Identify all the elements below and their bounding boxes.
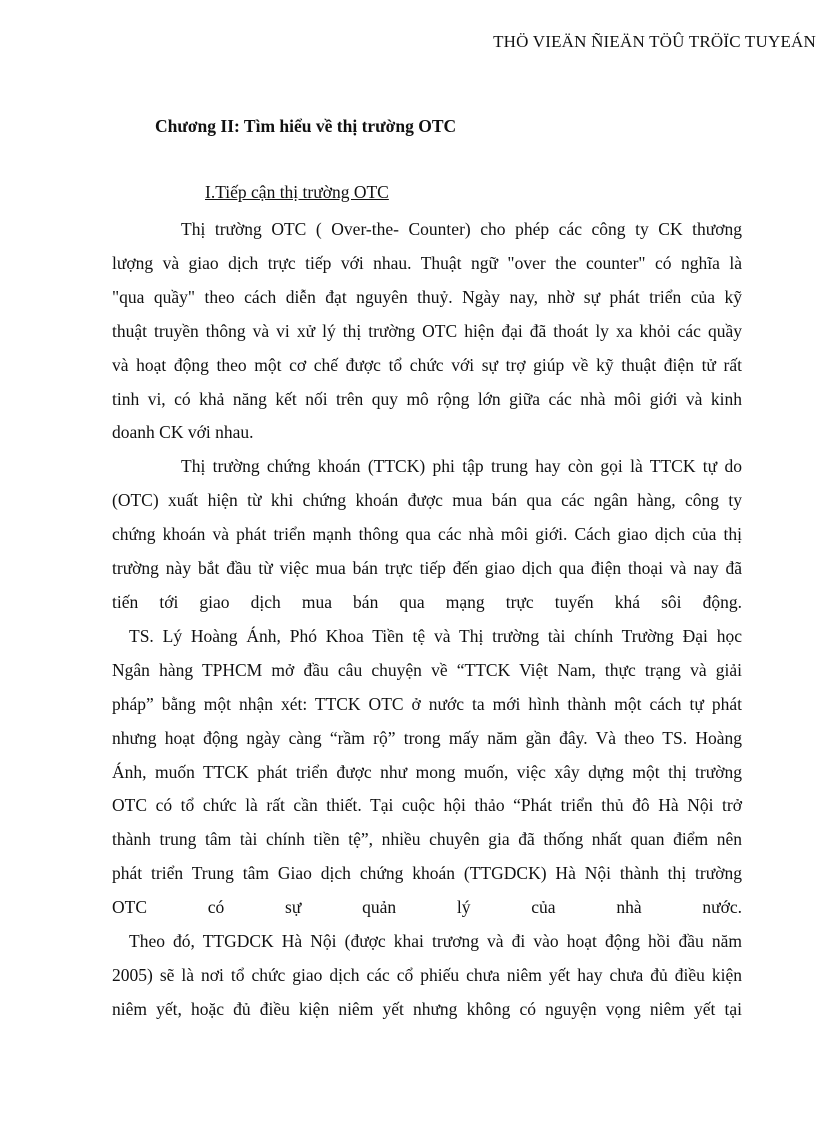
body-text (112, 213, 742, 1027)
text-line: pháp” bằng một nhận xét: TTCK OTC ở nước ta mới hình thành một cách tự phát (112, 693, 742, 714)
paragraph-ttgdck-ha-noi (112, 925, 742, 1027)
text-line: Ánh, muốn TTCK phát triển được như mong muốn, việc xây dựng một thị trường (112, 761, 742, 782)
text-line: OTC có tổ chức là rất cần thiết. Tại cuộc hội thảo “Phát triển thủ đô Hà Nội trở (112, 795, 742, 816)
paragraph-ttck-otc (112, 450, 742, 620)
text-line: nhưng hoạt động ngày càng “rầm rộ” trong mấy năm gần đây. Và theo TS. Hoàng (112, 727, 742, 748)
text-line: Ngân hàng TPHCM mở đầu câu chuyện về “TTCK Việt Nam, thực trạng và giải (112, 659, 742, 680)
text-line: 2005) sẽ là nơi tổ chức giao dịch các cổ phiếu chưa niêm yết hay chưa đủ điều kiện (112, 964, 742, 985)
text-line: lượng và giao dịch trực tiếp với nhau. Thuật ngữ "over the counter" có nghĩa là (112, 252, 742, 273)
text-line: chứng khoán và phát triển mạnh thông qua các nhà môi giới. Cách giao dịch của thị (112, 524, 742, 545)
text-line: Thị trường OTC ( Over-the- Counter) cho phép các công ty CK thương (181, 219, 742, 239)
text-line: Thị trường chứng khoán (TTCK) phi tập trung hay còn gọi là TTCK tự do (181, 456, 742, 477)
text-line: tiến tới giao dịch mua bán qua mạng trực tuyến khá sôi động. (112, 591, 742, 612)
text-line: niêm yết, hoặc đủ điều kiện niêm yết nhưng không có nguyện vọng niêm yết tại (112, 998, 742, 1019)
text-line: trường này bắt đầu từ việc mua bán trực tiếp đến giao dịch qua điện thoại và nay đã (112, 558, 742, 579)
text-line: "qua quầy" theo cách diễn đạt nguyên thuỷ. Ngày nay, nhờ sự phát triển của kỹ (112, 286, 742, 307)
paragraph-ts-ly-hoang-anh (112, 620, 742, 925)
text-line: tinh vi, có khả năng kết nối trên quy mô rộng lớn giữa các nhà môi giới và kinh (112, 388, 742, 409)
text-line: thuật truyền thông và vi xử lý thị trường OTC hiện đại đã thoát ly xa khỏi các quầy (112, 320, 742, 341)
text-line: TS. Lý Hoàng Ánh, Phó Khoa Tiền tệ và Thị trường tài chính Trường Đại học (129, 625, 742, 646)
text-line: phát triển Trung tâm Giao dịch chứng khoán (TTGDCK) Hà Nội thành thị trường (112, 863, 742, 884)
text-line: doanh CK với nhau. (112, 422, 254, 443)
chapter-title: Chương II: Tìm hiểu về thị trường OTC (155, 116, 457, 136)
paragraph-otc-definition (112, 213, 742, 450)
page-header: THÖ VIEÄN ÑIEÄN TÖÛ TRÖÏC TUYEÁN (493, 32, 816, 51)
text-line: OTC có sự quản lý của nhà nước. (112, 897, 742, 918)
section-heading: I.Tiếp cận thị trường OTC (205, 182, 389, 202)
text-line: (OTC) xuất hiện từ khi chứng khoán được mua bán qua các ngân hàng, công ty (112, 490, 742, 511)
text-line: thành trung tâm tài chính tiền tệ”, nhiều chuyên gia đã thống nhất quan điểm nên (112, 829, 742, 850)
text-line: và hoạt động theo một cơ chế được tổ chức với sự trợ giúp về kỹ thuật điện tử rất (112, 354, 742, 375)
text-line: Theo đó, TTGDCK Hà Nội (được khai trương và đi vào hoạt động hồi đầu năm (129, 931, 742, 952)
